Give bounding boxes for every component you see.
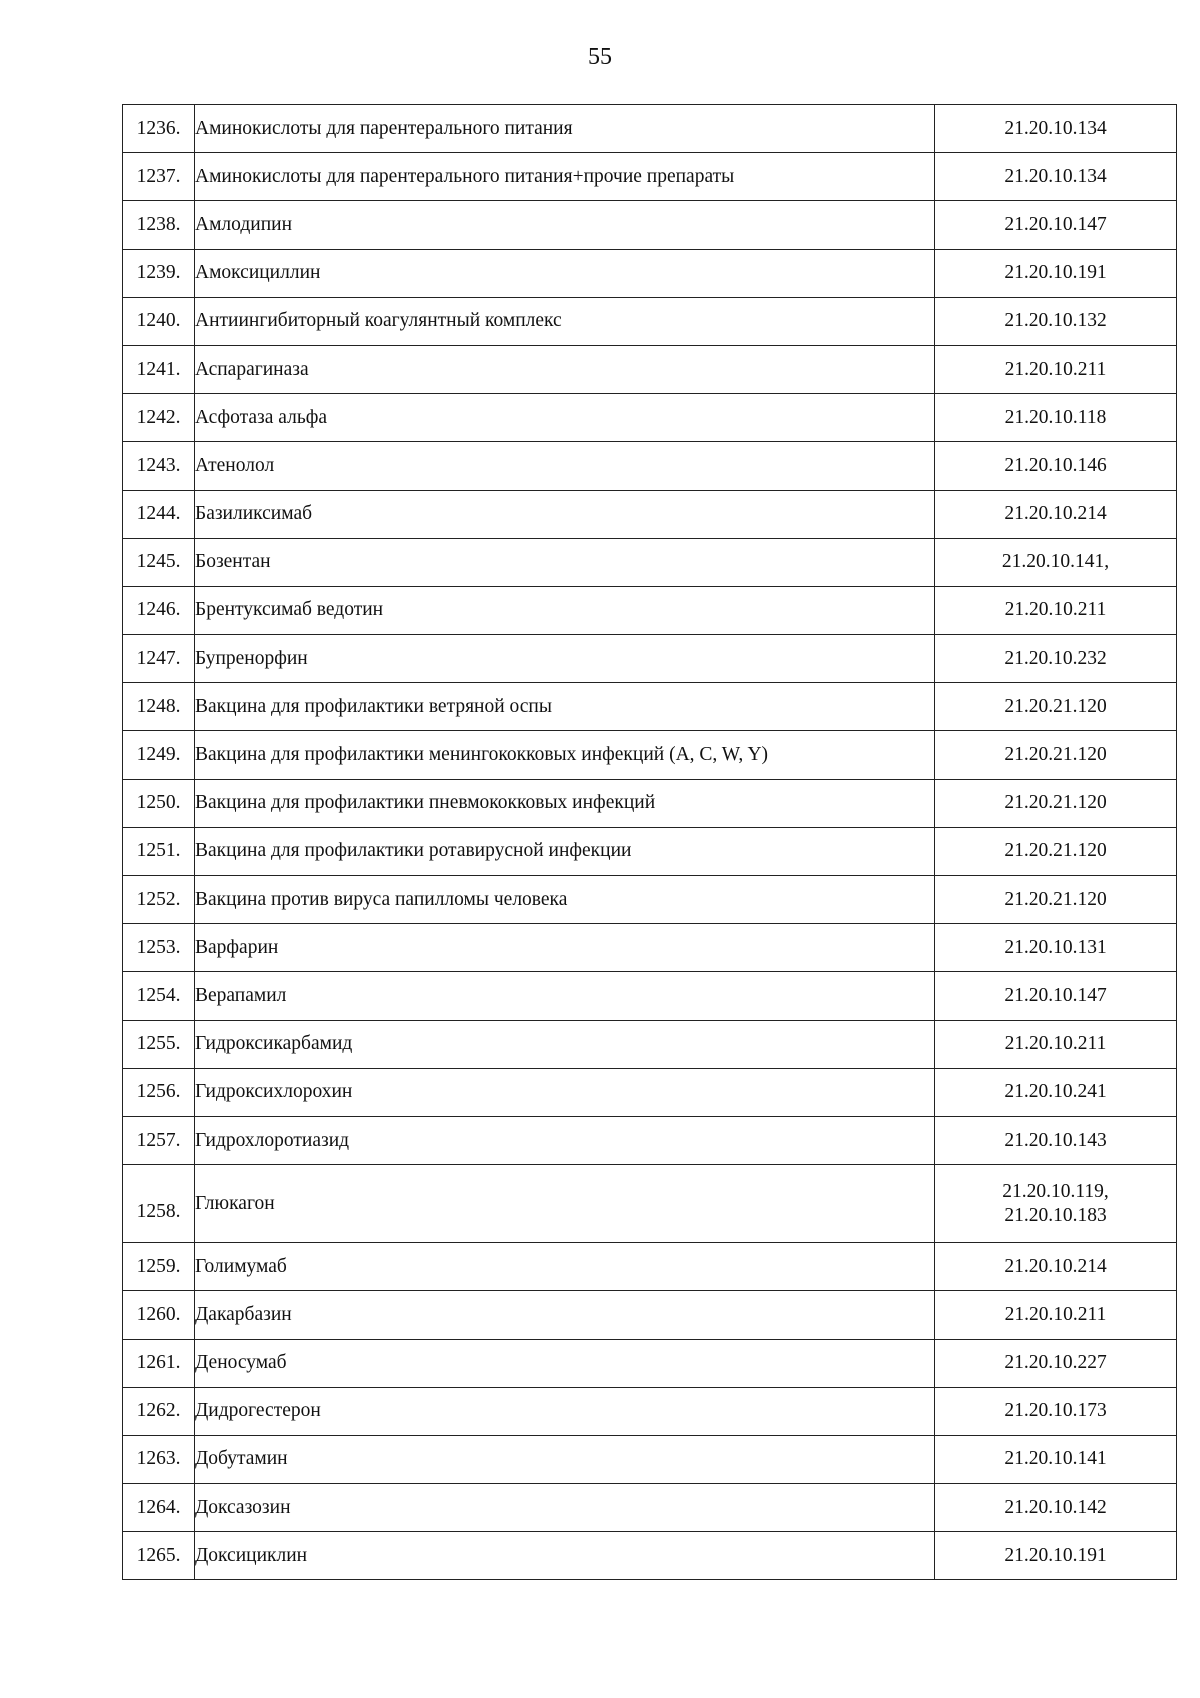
table-row xyxy=(123,779,1177,827)
table-row xyxy=(123,924,1177,972)
okpd-code-cell xyxy=(935,1291,1177,1339)
okpd-code: 21.20.10.211 xyxy=(1004,1303,1107,1325)
okpd-code: 21.20.10.211 xyxy=(1004,358,1107,380)
okpd-code: 21.20.10.146 xyxy=(1004,454,1107,476)
okpd-code: 21.20.21.120 xyxy=(1004,840,1107,862)
medicine-name: Амлодипин xyxy=(195,201,935,249)
okpd-code-cell xyxy=(935,827,1177,875)
table-row xyxy=(123,1387,1177,1435)
okpd-code: 21.20.10.147 xyxy=(1004,213,1107,235)
table-row xyxy=(123,153,1177,201)
row-number: 1240. xyxy=(123,297,195,345)
okpd-code: 21.20.10.118 xyxy=(1004,406,1107,428)
okpd-code: 21.20.10.132 xyxy=(1004,310,1107,332)
medicine-name: Доксазозин xyxy=(195,1484,935,1532)
row-number: 1248. xyxy=(123,683,195,731)
okpd-code: 21.20.21.120 xyxy=(1004,695,1107,717)
row-number: 1236. xyxy=(123,105,195,153)
row-number: 1259. xyxy=(123,1243,195,1291)
medicine-name: Дидрогестерон xyxy=(195,1387,935,1435)
table-row xyxy=(123,105,1177,153)
okpd-code-cell xyxy=(935,731,1177,779)
okpd-code-cell xyxy=(935,1435,1177,1483)
medicine-name: Деносумаб xyxy=(195,1339,935,1387)
okpd-code-cell xyxy=(935,394,1177,442)
medicine-name: Асфотаза альфа xyxy=(195,394,935,442)
medicine-name: Гидроксикарбамид xyxy=(195,1020,935,1068)
medicine-name: Бупренорфин xyxy=(195,635,935,683)
okpd-code: 21.20.10.211 xyxy=(1004,599,1107,621)
row-number: 1242. xyxy=(123,394,195,442)
okpd-code-cell xyxy=(935,1068,1177,1116)
row-number: 1260. xyxy=(123,1291,195,1339)
medicine-name: Варфарин xyxy=(195,924,935,972)
okpd-code: 21.20.10.142 xyxy=(1004,1496,1107,1518)
okpd-code-cell xyxy=(935,153,1177,201)
table-row xyxy=(123,442,1177,490)
okpd-code-cell xyxy=(935,105,1177,153)
okpd-code: 21.20.10.134 xyxy=(1004,117,1107,139)
table-row xyxy=(123,345,1177,393)
row-number: 1258. xyxy=(123,1165,195,1243)
okpd-code-cell xyxy=(935,297,1177,345)
medicine-name: Аспарагиназа xyxy=(195,345,935,393)
row-number: 1265. xyxy=(123,1532,195,1580)
okpd-code: 21.20.10.143 xyxy=(1004,1129,1107,1151)
table-row xyxy=(123,538,1177,586)
medicine-name: Брентуксимаб ведотин xyxy=(195,586,935,634)
okpd-code-cell xyxy=(935,683,1177,731)
medicine-name: Атенолол xyxy=(195,442,935,490)
table-row xyxy=(123,731,1177,779)
row-number: 1247. xyxy=(123,635,195,683)
okpd-code: 21.20.10.147 xyxy=(1004,984,1107,1006)
page-number: 55 xyxy=(588,44,612,70)
okpd-code: 21.20.10.131 xyxy=(1004,936,1107,958)
table-row xyxy=(123,635,1177,683)
table-row xyxy=(123,1435,1177,1483)
okpd-code-cell xyxy=(935,1339,1177,1387)
okpd-code-cell xyxy=(935,1116,1177,1164)
okpd-code-cell xyxy=(935,876,1177,924)
row-number: 1249. xyxy=(123,731,195,779)
medicine-name: Аминокислоты для парентерального питания xyxy=(195,105,935,153)
table-body xyxy=(123,105,1177,1580)
okpd-code-cell xyxy=(935,201,1177,249)
row-number: 1241. xyxy=(123,345,195,393)
row-number: 1264. xyxy=(123,1484,195,1532)
okpd-code: 21.20.21.120 xyxy=(1004,888,1107,910)
okpd-code-cell xyxy=(935,490,1177,538)
medicine-name: Базиликсимаб xyxy=(195,490,935,538)
medicines-table xyxy=(122,104,1177,1580)
medicine-name: Вакцина для профилактики менингококковых инфекций (A, C, W, Y) xyxy=(195,731,935,779)
table-row xyxy=(123,1243,1177,1291)
medicine-name: Вакцина для профилактики ветряной оспы xyxy=(195,683,935,731)
medicine-name: Антиингибиторный коагулянтный комплекс xyxy=(195,297,935,345)
okpd-code: 21.20.10.141, xyxy=(1001,551,1110,573)
okpd-code: 21.20.10.183 xyxy=(1004,1204,1107,1226)
okpd-code: 21.20.10.191 xyxy=(1004,1544,1107,1566)
table-row xyxy=(123,297,1177,345)
table-row xyxy=(123,586,1177,634)
row-number: 1257. xyxy=(123,1116,195,1164)
table-row xyxy=(123,1165,1177,1243)
table-row xyxy=(123,490,1177,538)
medicine-name: Доксициклин xyxy=(195,1532,935,1580)
row-number: 1239. xyxy=(123,249,195,297)
medicine-name: Гидроксихлорохин xyxy=(195,1068,935,1116)
table-row xyxy=(123,1484,1177,1532)
medicine-name: Глюкагон xyxy=(195,1165,935,1243)
okpd-code: 21.20.10.191 xyxy=(1004,262,1107,284)
okpd-code-cell xyxy=(935,924,1177,972)
table-row xyxy=(123,394,1177,442)
row-number: 1237. xyxy=(123,153,195,201)
medicine-name: Добутамин xyxy=(195,1435,935,1483)
okpd-code: 21.20.10.211 xyxy=(1004,1033,1107,1055)
medicine-name: Голимумаб xyxy=(195,1243,935,1291)
okpd-code-cell xyxy=(935,972,1177,1020)
row-number: 1243. xyxy=(123,442,195,490)
medicine-name: Гидрохлоротиазид xyxy=(195,1116,935,1164)
row-number: 1252. xyxy=(123,876,195,924)
table-row xyxy=(123,1291,1177,1339)
row-number: 1262. xyxy=(123,1387,195,1435)
row-number: 1238. xyxy=(123,201,195,249)
okpd-code: 21.20.10.119, xyxy=(1002,1180,1109,1202)
okpd-code: 21.20.10.173 xyxy=(1004,1400,1107,1422)
row-number: 1254. xyxy=(123,972,195,1020)
okpd-code-cell xyxy=(935,1243,1177,1291)
medicine-name: Амоксициллин xyxy=(195,249,935,297)
row-number: 1244. xyxy=(123,490,195,538)
medicine-name: Верапамил xyxy=(195,972,935,1020)
okpd-code-cell xyxy=(935,538,1177,586)
medicine-name: Аминокислоты для парентерального питания+прочие препараты xyxy=(195,153,935,201)
okpd-code-cell xyxy=(935,442,1177,490)
row-number: 1256. xyxy=(123,1068,195,1116)
table-row xyxy=(123,972,1177,1020)
okpd-code: 21.20.10.232 xyxy=(1004,647,1107,669)
okpd-code-cell xyxy=(935,779,1177,827)
table-row xyxy=(123,1116,1177,1164)
table-row xyxy=(123,876,1177,924)
medicine-name: Вакцина против вируса папилломы человека xyxy=(195,876,935,924)
okpd-code-cell xyxy=(935,586,1177,634)
okpd-code-cell xyxy=(935,249,1177,297)
okpd-code: 21.20.10.134 xyxy=(1004,165,1107,187)
medicine-name: Бозентан xyxy=(195,538,935,586)
row-number: 1255. xyxy=(123,1020,195,1068)
okpd-code: 21.20.10.141 xyxy=(1004,1448,1107,1470)
table-row xyxy=(123,1339,1177,1387)
okpd-code-cell xyxy=(935,1165,1177,1243)
table-row xyxy=(123,683,1177,731)
okpd-code: 21.20.10.214 xyxy=(1004,503,1107,525)
okpd-code-cell xyxy=(935,1387,1177,1435)
row-number: 1246. xyxy=(123,586,195,634)
table-row xyxy=(123,827,1177,875)
okpd-code-cell xyxy=(935,1020,1177,1068)
okpd-code: 21.20.10.227 xyxy=(1004,1352,1107,1374)
row-number: 1245. xyxy=(123,538,195,586)
row-number: 1250. xyxy=(123,779,195,827)
table-row xyxy=(123,1020,1177,1068)
okpd-code: 21.20.21.120 xyxy=(1004,744,1107,766)
row-number: 1261. xyxy=(123,1339,195,1387)
okpd-code: 21.20.10.241 xyxy=(1004,1081,1107,1103)
table-row xyxy=(123,249,1177,297)
medicine-name: Вакцина для профилактики пневмококковых инфекций xyxy=(195,779,935,827)
row-number: 1251. xyxy=(123,827,195,875)
row-number: 1253. xyxy=(123,924,195,972)
okpd-code-cell xyxy=(935,1484,1177,1532)
okpd-code-cell xyxy=(935,1532,1177,1580)
okpd-code: 21.20.21.120 xyxy=(1004,792,1107,814)
okpd-code-cell xyxy=(935,345,1177,393)
okpd-code-cell xyxy=(935,635,1177,683)
medicine-name: Дакарбазин xyxy=(195,1291,935,1339)
table-row xyxy=(123,201,1177,249)
row-number: 1263. xyxy=(123,1435,195,1483)
okpd-code: 21.20.10.214 xyxy=(1004,1255,1107,1277)
table-row xyxy=(123,1068,1177,1116)
table-row xyxy=(123,1532,1177,1580)
medicine-name: Вакцина для профилактики ротавирусной инфекции xyxy=(195,827,935,875)
